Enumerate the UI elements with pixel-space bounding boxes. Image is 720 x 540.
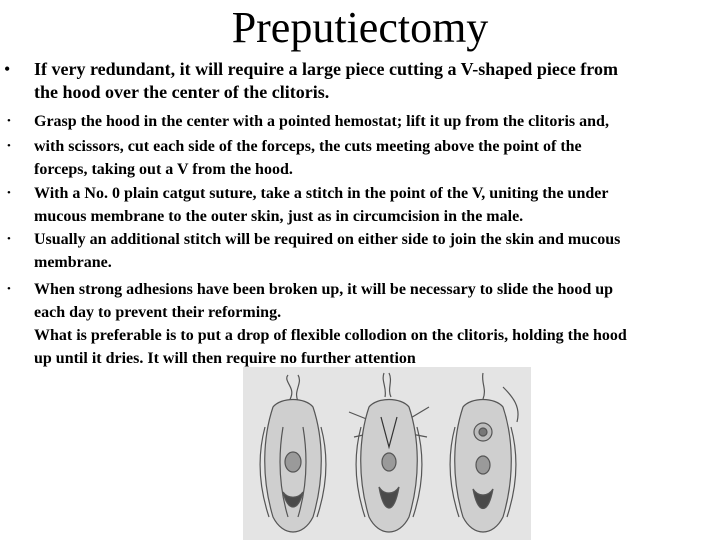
bullet-line: If very redundant, it will require a large piece cutting a V-shaped piece from [34, 59, 618, 79]
bullet-line: When strong adhesions have been broken up, it will be necessary to slide the hood up [34, 281, 614, 298]
bullet-line: the hood over the center of the clitoris. [34, 82, 330, 102]
bullet-dot-icon: • [7, 187, 11, 199]
bullet-line: forceps, taking out a V from the hood. [34, 161, 293, 178]
bullet-line: With a No. 0 plain catgut suture, take a stitch in the point of the V, uniting the under [34, 185, 609, 202]
bullet-line: membrane. [34, 254, 112, 271]
bullet-line: What is preferable is to put a drop of flexible collodion on the clitoris, holding the hood [34, 327, 627, 344]
bullet-line: Usually an additional stitch will be required on either side to join the skin and mucous [34, 231, 621, 248]
bullet-line: with scissors, cut each side of the forceps, the cuts meeting above the point of the [34, 138, 582, 155]
page-title: Preputiectomy [231, 3, 489, 52]
bullet-dot-icon: • [7, 283, 11, 295]
bullet-dot-icon: • [7, 140, 11, 152]
bullet-dot-icon: • [4, 59, 11, 79]
bullet-dot-icon: • [7, 233, 11, 245]
bullet-line: mucous membrane to the outer skin, just as in circumcision in the male. [34, 208, 524, 225]
bullet-dot-icon: • [7, 115, 11, 127]
surgical-illustration [243, 367, 531, 540]
bullet-line: each day to prevent their reforming. [34, 304, 282, 321]
bullet-line: Grasp the hood in the center with a pointed hemostat; lift it up from the clitoris and, [34, 113, 609, 130]
bullet-line: up until it dries. It will then require no further attention [34, 350, 416, 367]
surgical-illustration-icon [243, 367, 531, 540]
